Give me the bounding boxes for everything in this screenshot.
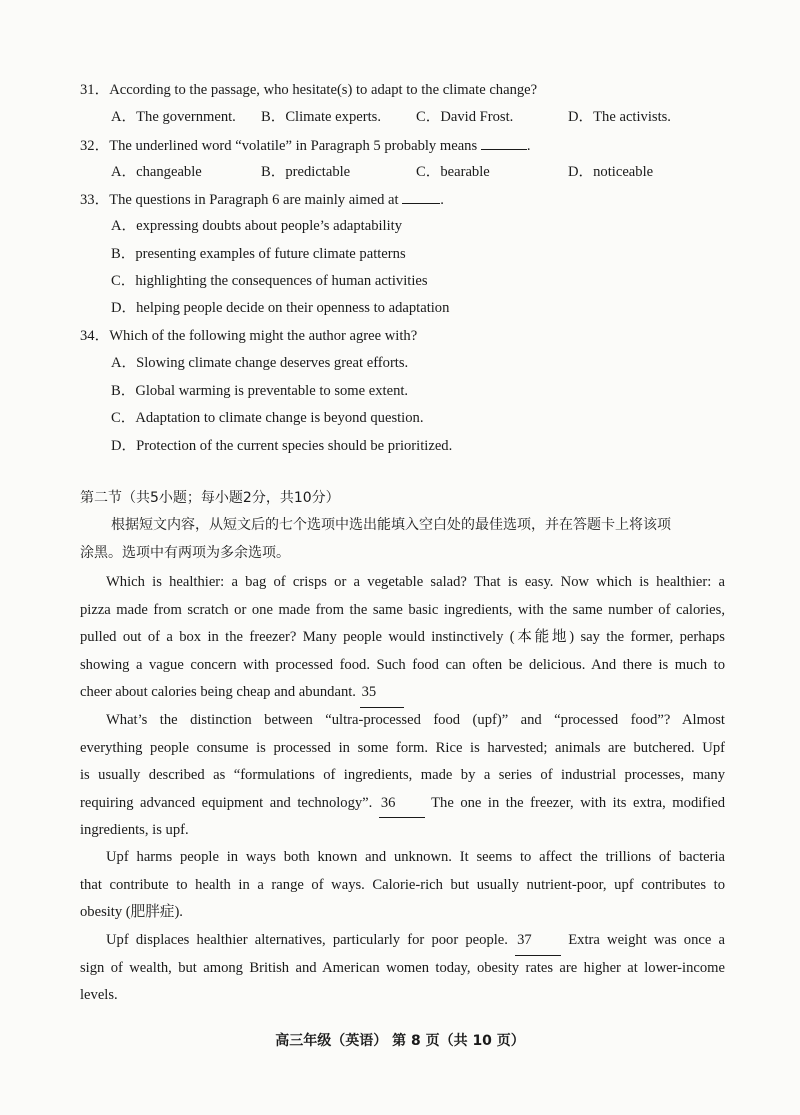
passage-paragraph-2 (80, 707, 725, 845)
question-32-options (111, 162, 711, 182)
page-footer: 高三年级（英语） 第 8 页（共 10 页） (275, 1033, 525, 1049)
passage-paragraph-1 (80, 569, 725, 707)
paragraph-line: pulled out of a box in the freezer? Many people would instinctively (本能地) say the former, perhaps (80, 629, 725, 645)
blank-36: 36 (379, 790, 425, 819)
paragraph-line: everything people consume is processed in some form. Rice is harvested; animals are butchered. Upf (80, 739, 725, 756)
paragraph-line: that contribute to health in a range of ways. Calorie-rich but usually nutrient-poor, upf contributes to (80, 876, 725, 893)
paragraph-text: Extra weight was once a (568, 932, 725, 948)
paragraph-text: Upf displaces healthier alternatives, particularly for poor people. (106, 932, 508, 948)
question-31-stem: 31．According to the passage, who hesitate(s) to adapt to the climate change? (80, 82, 538, 98)
q32-stem-text: 32．The underlined word “volatile” in Paragraph 5 probably means (80, 138, 478, 154)
blank-35: 35 (360, 679, 404, 708)
paragraph-text: The one in the freezer, with its extra, modified (431, 794, 725, 811)
q33-option-c: C．highlighting the consequences of human activities (111, 273, 428, 289)
section-instructions-line1: 根据短文内容，从短文后的七个选项中选出能填入空白处的最佳选项，并在答题卡上将该项 (111, 517, 671, 533)
paragraph-line (80, 679, 725, 707)
q32-stem-end: . (526, 138, 531, 154)
q31-option-d: D．The activists. (568, 109, 671, 125)
passage-paragraph-4 (80, 927, 725, 1010)
paragraph-line: Upf harms people in ways both known and unknown. It seems to affect the trillions of bacteria (106, 849, 725, 865)
paragraph-line (80, 927, 725, 955)
paragraph-text: requiring advanced equipment and technology”. (80, 794, 373, 811)
section-instructions-line2: 涂黑。选项中有两项为多余选项。 (80, 545, 290, 561)
q34-option-a: A．Slowing climate change deserves great efforts. (111, 355, 409, 371)
paragraph-line: levels. (80, 987, 118, 1003)
answer-blank (481, 135, 527, 150)
paragraph-text: cheer about calories being cheap and abundant. (80, 684, 356, 700)
question-34-stem: 34．Which of the following might the author agree with? (80, 328, 418, 344)
q33-stem-text: 33．The questions in Paragraph 6 are mainly aimed at (80, 192, 399, 208)
q34-option-c: C．Adaptation to climate change is beyond question. (111, 410, 424, 426)
paragraph-line: showing a vague concern with processed food. Such food can often be delicious. And there is much to (80, 656, 725, 673)
question-32-stem (80, 135, 530, 156)
blank-37: 37 (515, 927, 561, 956)
passage-paragraph-3 (80, 844, 725, 927)
q32-option-c: C．bearable (416, 164, 490, 180)
q32-option-b: B．predictable (261, 164, 351, 180)
q32-option-a: A．changeable (111, 164, 202, 180)
q31-option-c: C．David Frost. (416, 109, 514, 125)
question-31-options (111, 107, 711, 127)
paragraph-line: ingredients, is upf. (80, 822, 189, 838)
q31-option-a: A．The government. (111, 109, 236, 125)
q34-option-d: D．Protection of the current species should be prioritized. (111, 438, 453, 454)
paragraph-line: pizza made from scratch or one made from the same basic ingredients, with the same number of calories, (80, 601, 725, 618)
answer-blank (402, 189, 440, 204)
section-heading: 第二节（共5小题；每小题2分，共10分） (80, 490, 340, 506)
question-33-stem (80, 189, 444, 210)
paragraph-line: What’s the distinction between “ultra-processed food (upf)” and “processed food”? Almost (106, 712, 725, 728)
paragraph-line: obesity (肥胖症). (80, 904, 183, 920)
paragraph-line: is usually described as “formulations of ingredients, made by a series of industrial processes, many (80, 767, 725, 783)
q33-option-b: B．presenting examples of future climate patterns (111, 246, 406, 262)
paragraph-line: Which is healthier: a bag of crisps or a vegetable salad? That is easy. Now which is healthier: a (106, 574, 725, 590)
q33-stem-end: . (440, 192, 444, 208)
q33-option-d: D．helping people decide on their openness to adaptation (111, 300, 450, 316)
paragraph-line (80, 790, 725, 818)
q34-option-b: B．Global warming is preventable to some extent. (111, 383, 409, 399)
q31-option-b: B．Climate experts. (261, 109, 381, 125)
q33-option-a: A．expressing doubts about people’s adaptability (111, 218, 403, 234)
q32-option-d: D．noticeable (568, 164, 654, 180)
paragraph-line: sign of wealth, but among British and American women today, obesity rates are higher at lower-income (80, 959, 725, 976)
